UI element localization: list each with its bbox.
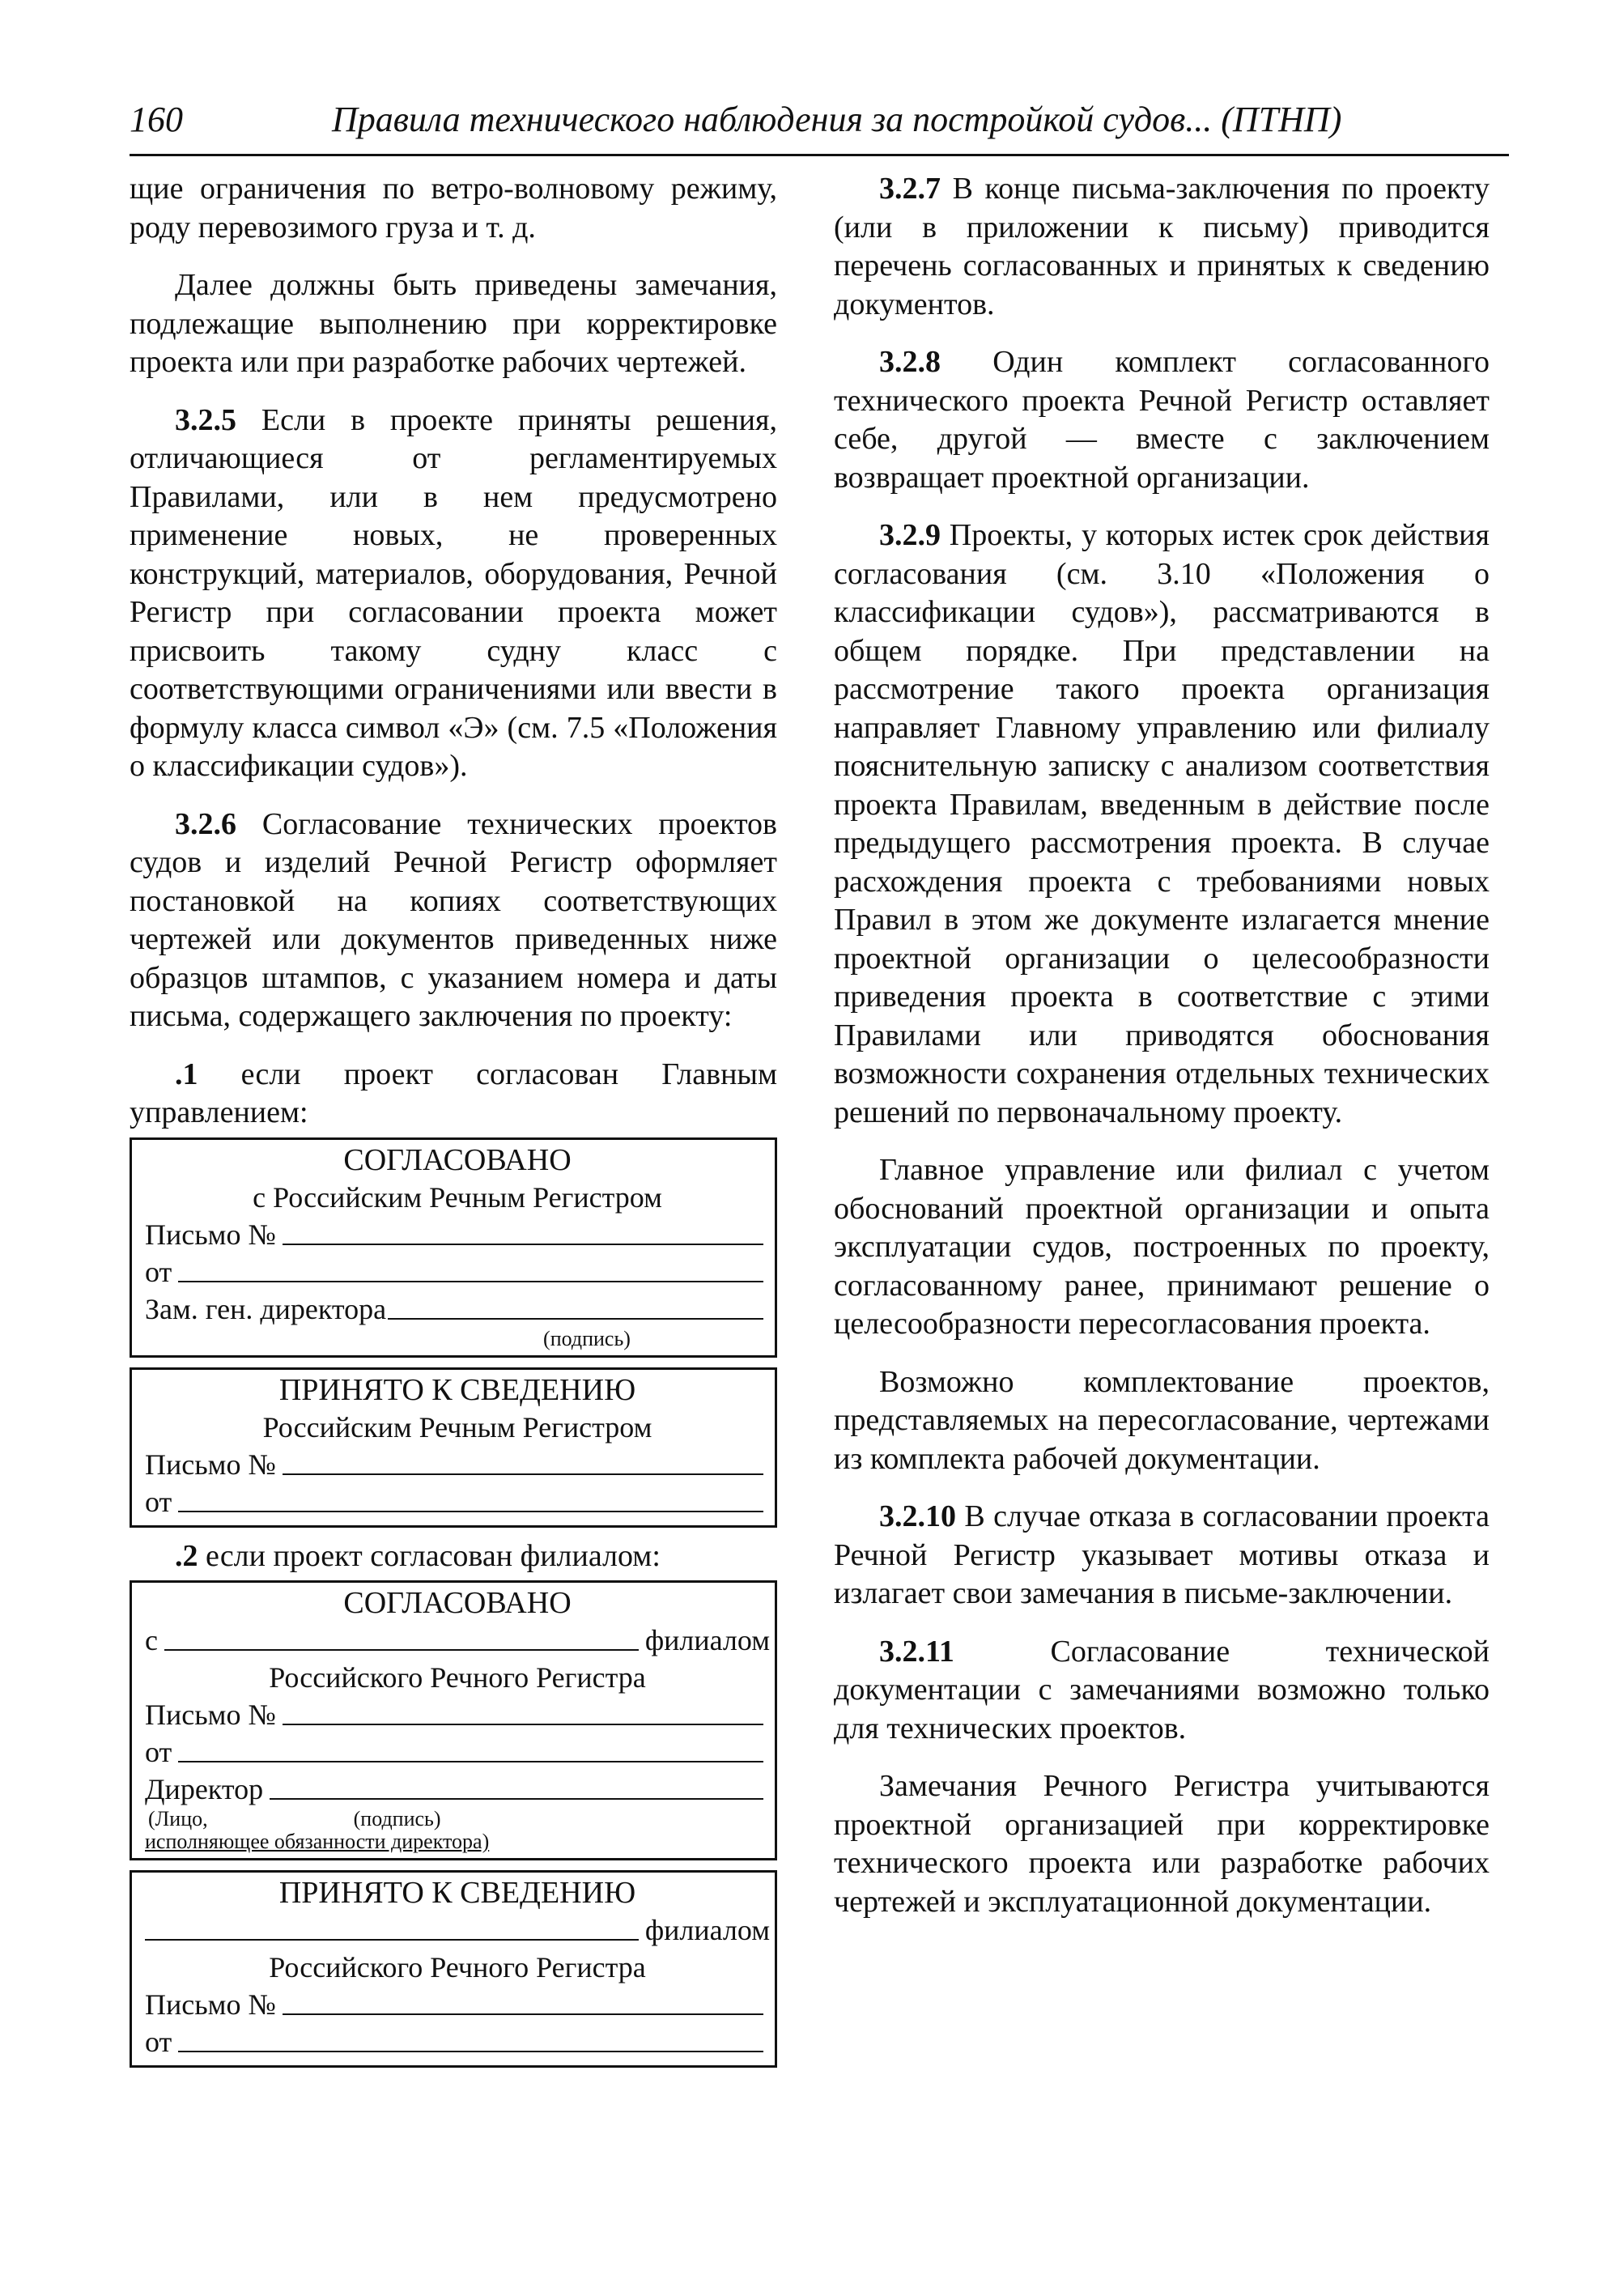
stamp-title: СОГЛАСОВАНО [343, 1142, 572, 1177]
section-number: 3.2.8 [879, 345, 941, 379]
page-header [130, 97, 1509, 156]
section-3-2-9 [834, 517, 1490, 1132]
section-text: В случае отказа в согласовании проекта Речной Регистр указывает мотивы отказа и излагает свои замечания в письме-заключении. [834, 1499, 1490, 1610]
item-number: .1 [175, 1057, 198, 1091]
branch-line: с филиалом [145, 1624, 770, 1656]
section-3-2-10 [834, 1498, 1490, 1614]
paragraph-remarks: Далее должны быть приведены замечания, подлежащие выполнению при корректировке проекта или при разработке рабочих чертежей. [130, 268, 777, 379]
section-text: Согласование технических проектов судов и изделий Речной Регистр оформляет постановкой на копиях соответствующих чертежей или документов приведенных ниже образцов штампов, с указанием номера и даты письма, содержащего заключения по проекту: [130, 806, 777, 1033]
paragraph-remarks-registry: Замечания Речного Регистра учитываются проектной организацией при корректировке технического проекта или разработке рабочих чертежей и эксплуатационной документации. [834, 1769, 1490, 1919]
section-3-2-5 [130, 402, 777, 786]
stamp-acknowledged-branch [130, 1870, 777, 2068]
letter-number-line: Письмо № [145, 1986, 770, 2023]
page-number: 160 [130, 100, 183, 139]
date-line: от [145, 2023, 770, 2060]
paragraph-continuation: щие ограничения по ветро-волновому режиму, роду перевозимого груза и т. д. [130, 172, 777, 244]
section-number: 3.2.10 [879, 1499, 956, 1533]
section-text: Если в проекте приняты решения, отличающиеся от регламентируемых Правилами, или в нем предусмотрено применение новых, не проверенных конструкций, материалов, оборудования, Речной Регистр при согласовании проекта может присвоить такому судну класс с соответствующими ограничениями или ввести в формулу класса символ «Э» (см. 7.5 «Положения о классификации судов»). [130, 402, 777, 783]
stamp-line: Российским Речным Регистром [262, 1410, 652, 1444]
stamp-line: Российского Речного Регистра [269, 1951, 646, 1983]
section-number: 3.2.6 [175, 806, 236, 841]
stamp-title: ПРИНЯТО К СВЕДЕНИЮ [278, 1372, 636, 1407]
section-number: 3.2.9 [879, 518, 941, 552]
item-text: если проект согласован филиалом: [198, 1538, 661, 1573]
letter-number-line: Письмо № [145, 1216, 770, 1253]
acting-note: исполняющее обязанности директора) [145, 1830, 490, 1853]
note-row: (Лицо, (подпись) [148, 1807, 441, 1830]
running-title: Правила технического наблюдения за постройкой судов... (ПТНП) [332, 100, 1342, 139]
section-3-2-7 [834, 170, 1490, 324]
date-line: от [145, 1253, 770, 1290]
stamp-title: СОГЛАСОВАНО [343, 1586, 572, 1620]
paragraph-completion: Возможно комплектование проектов, представляемых на пересогласование, чертежами из комплекта рабочей документации. [834, 1364, 1490, 1476]
section-text: Один комплект согласованного технического проекта Речной Регистр оставляет себе, другой — вместе с заключением возвращает проектной организации. [834, 345, 1490, 495]
paragraph-main-office: Главное управление или филиал с учетом обоснований проектной организации и опыта эксплуатации судов, построенных по проекту, согласованному ранее, принимают решение о целесообразности пересогласования проекта. [834, 1153, 1490, 1341]
list-item-2 [130, 1537, 777, 1576]
section-3-2-11 [834, 1633, 1490, 1749]
section-text: Проекты, у которых истек срок действия согласования (см. 3.10 «Положения о классификации судов»), рассматриваются в общем порядке. При представлении на рассмотрение такого проекта организация направляет Главному управлению или филиалу пояснительную записку с анализом соответствия проекта Правилам, введенным в действие после предыдущего рассмотрения проекта. В случае расхождения проекта с требованиями новых Правил в этом же документе излагается мнение проектной организации о целесообразности приведения проекта в соответствие с этими Правилами или приводятся обоснования возможности сохранения отдельных технических решений по первоначальному проекту. [834, 518, 1490, 1129]
date-line: от [145, 1733, 770, 1771]
deputy-line: Зам. ген. директора [145, 1290, 770, 1328]
stamp-acknowledged-main [130, 1367, 777, 1528]
signature-note: (подпись) [543, 1326, 631, 1350]
right-column [834, 170, 1490, 1941]
section-number: 3.2.11 [879, 1634, 954, 1669]
letter-number-line: Письмо № [145, 1446, 770, 1483]
item-number: .2 [175, 1538, 198, 1573]
stamp-title: ПРИНЯТО К СВЕДЕНИЮ [278, 1876, 636, 1910]
section-3-2-8 [834, 343, 1490, 497]
section-number: 3.2.7 [879, 172, 941, 206]
item-text: если проект согласован Главным управлением: [130, 1057, 777, 1129]
section-3-2-6 [130, 806, 777, 1036]
stamp-approved-main [130, 1137, 777, 1358]
branch-line: филиалом [145, 1911, 770, 1949]
stamp-line: с Российским Речным Регистром [253, 1180, 662, 1214]
stamp-approved-branch [130, 1580, 777, 1860]
director-line: Директор [145, 1771, 770, 1808]
list-item-1 [130, 1056, 777, 1133]
date-line: от [145, 1483, 770, 1520]
left-column [130, 170, 777, 2077]
section-text: Согласование технической документации с замечаниями возможно только для технических проектов. [834, 1634, 1490, 1745]
letter-number-line: Письмо № [145, 1696, 770, 1733]
section-number: 3.2.5 [175, 402, 236, 437]
stamp-line: Российского Речного Регистра [269, 1661, 646, 1694]
section-text: В конце письма-заключения по проекту (или в приложении к письму) приводится перечень согласованных и принятых к сведению документов. [834, 172, 1490, 321]
